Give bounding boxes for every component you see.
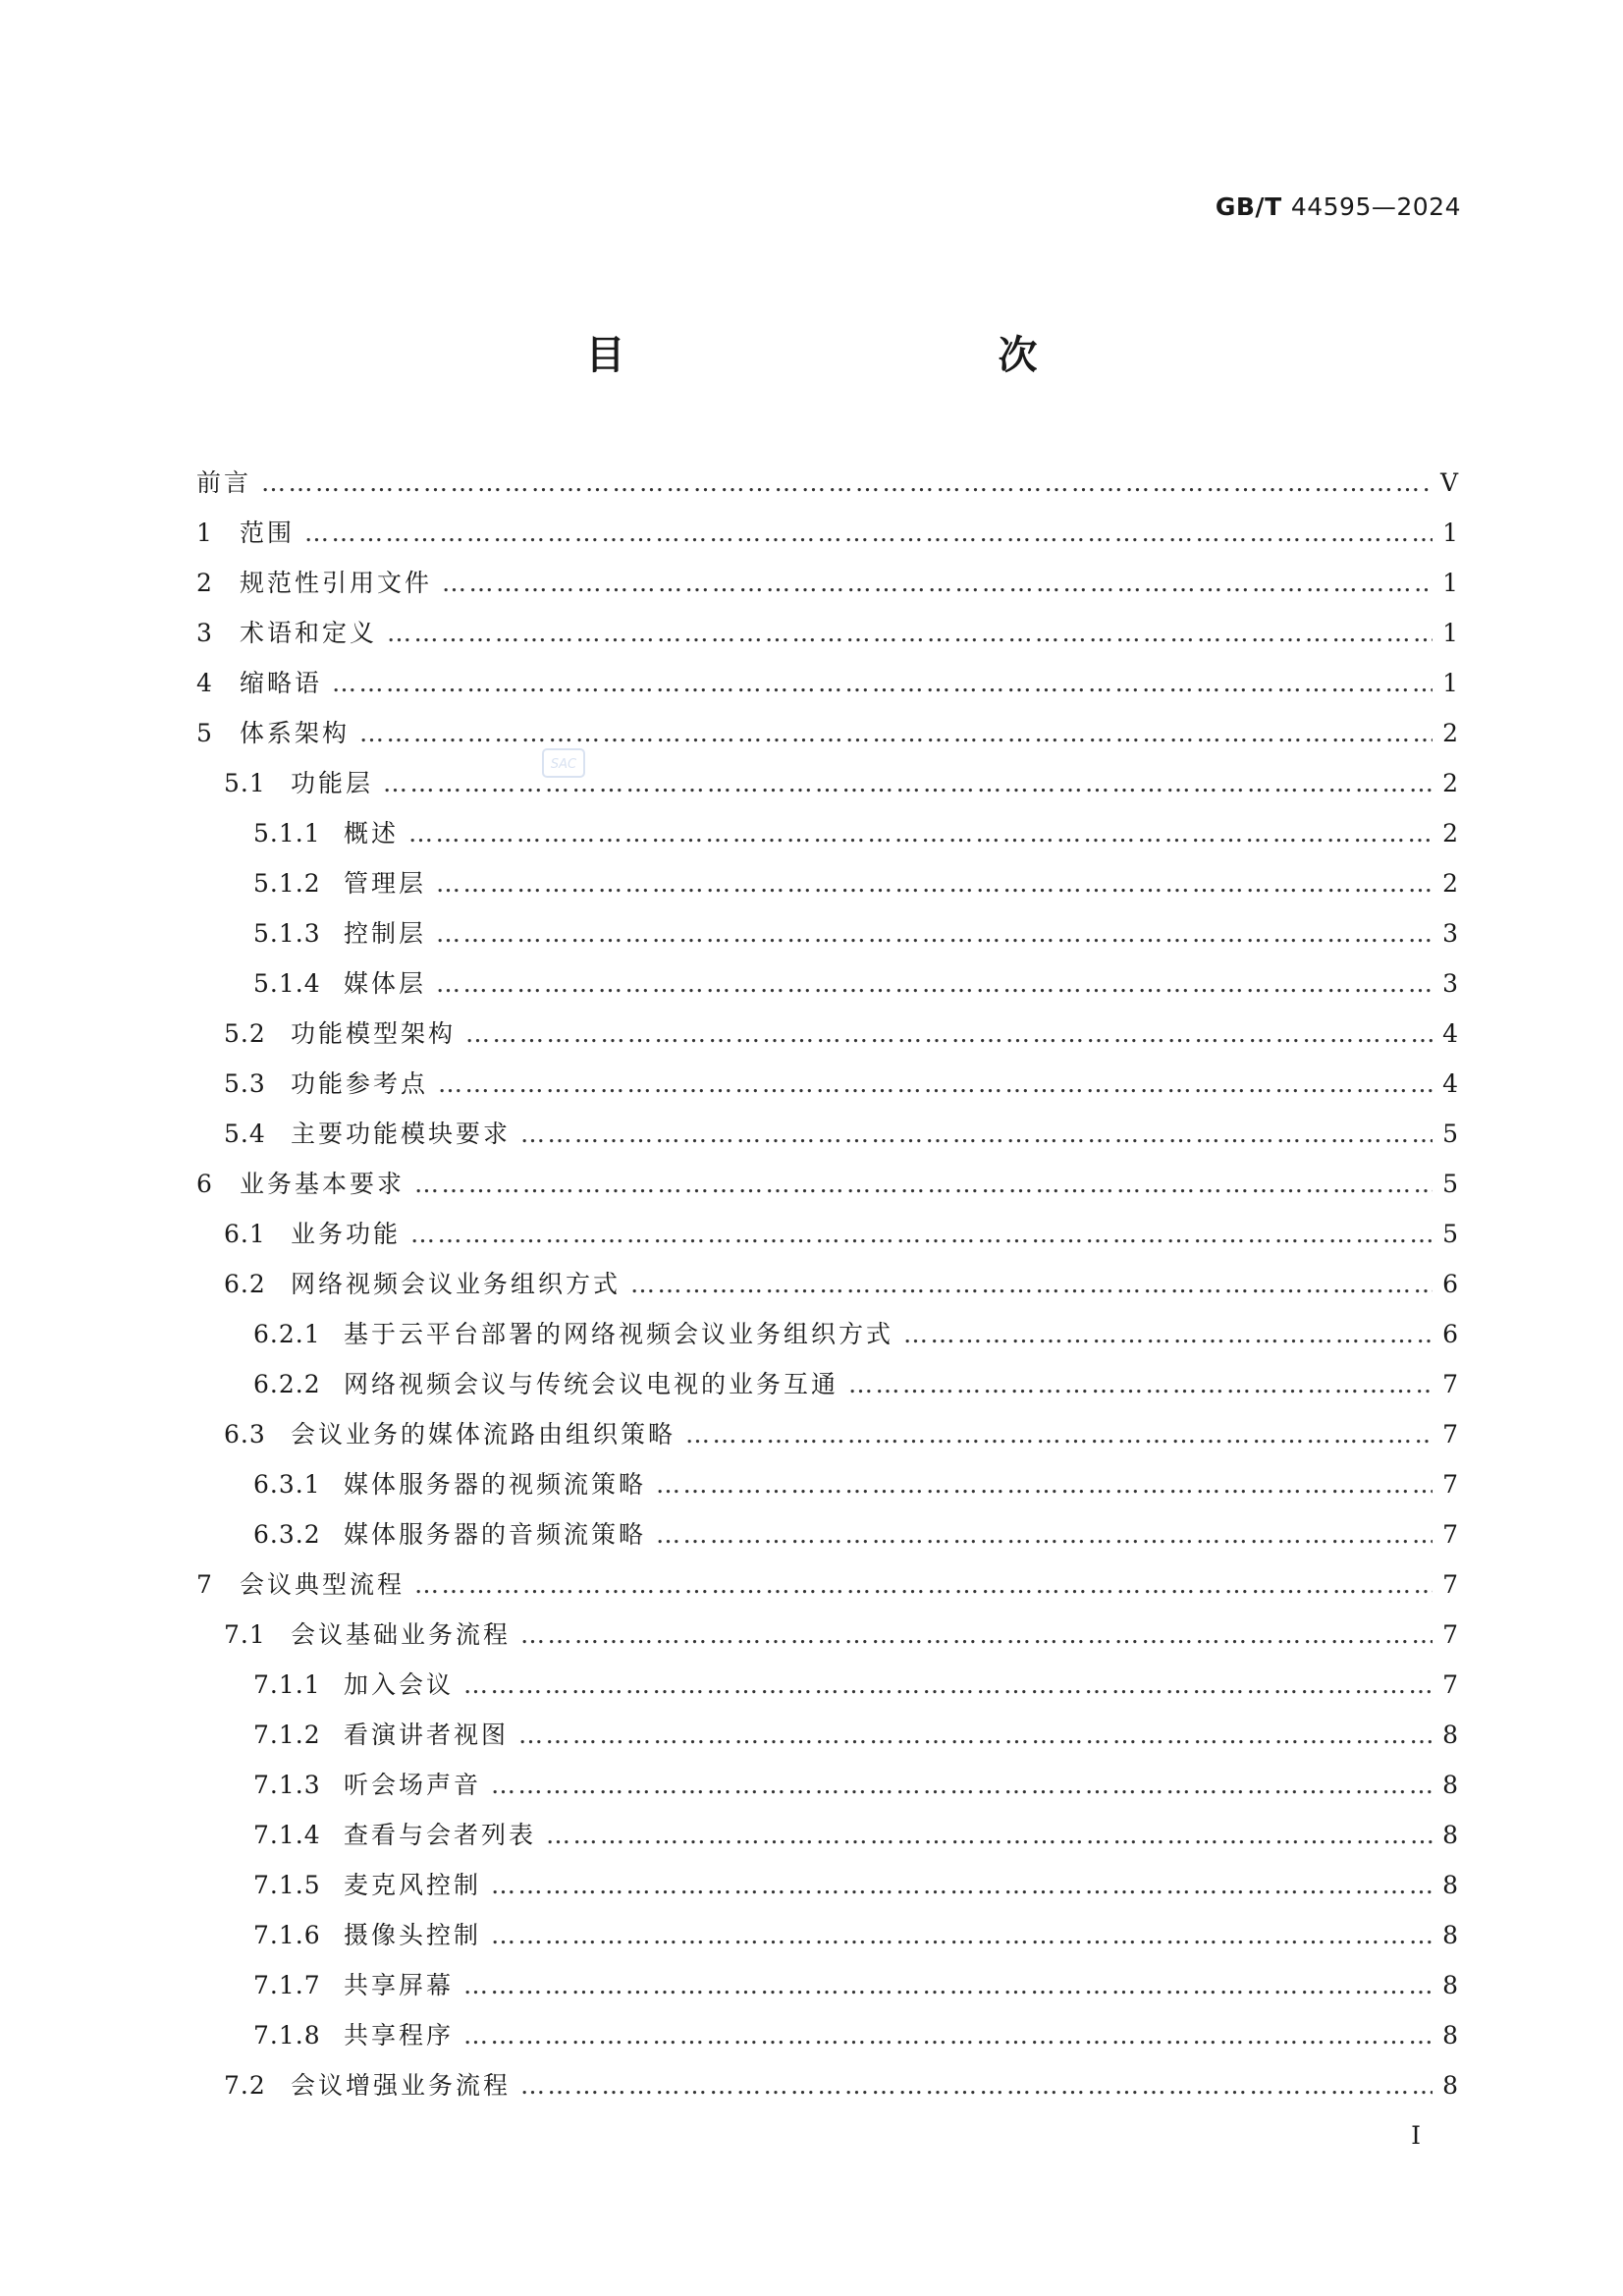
toc-entry-number: 5.4 bbox=[224, 1120, 266, 1148]
toc-entry[interactable] bbox=[196, 464, 1458, 514]
toc-entry[interactable] bbox=[196, 1816, 1458, 1866]
watermark-text: SAC bbox=[550, 757, 577, 772]
toc-entry-page: 3 bbox=[1442, 969, 1458, 998]
toc-entry-page: 7 bbox=[1442, 1520, 1458, 1549]
toc-entry-title: 共享程序 bbox=[344, 2021, 455, 2050]
toc-entry-number: 7.2 bbox=[224, 2071, 266, 2100]
toc-entry-number: 7.1.8 bbox=[253, 2021, 321, 2050]
toc-entry-title: 麦克风控制 bbox=[344, 1871, 482, 1899]
toc-entry-page: 7 bbox=[1442, 1420, 1458, 1449]
toc-leader-dots bbox=[436, 919, 1433, 948]
toc-leader-dots bbox=[442, 569, 1433, 597]
toc-entry-page: 2 bbox=[1442, 719, 1458, 747]
toc-entry[interactable] bbox=[196, 1916, 1458, 1966]
toc-entry[interactable] bbox=[196, 2066, 1458, 2116]
toc-leader-dots bbox=[491, 1771, 1433, 1799]
toc-entry-title: 查看与会者列表 bbox=[344, 1821, 537, 1849]
toc-entry-number: 7.1.5 bbox=[253, 1871, 321, 1899]
toc-entry-page: 8 bbox=[1442, 2021, 1458, 2050]
toc-leader-dots bbox=[387, 619, 1433, 647]
toc-entry[interactable] bbox=[196, 514, 1458, 564]
toc-entry-page: 4 bbox=[1442, 1069, 1458, 1098]
toc-entry[interactable] bbox=[196, 1465, 1458, 1515]
toc-entry-page: 2 bbox=[1442, 769, 1458, 797]
toc-entry-page: 3 bbox=[1442, 919, 1458, 948]
toc-entry-page: 8 bbox=[1442, 1771, 1458, 1799]
toc-entry[interactable] bbox=[196, 664, 1458, 714]
toc-entry-title: 控制层 bbox=[344, 919, 427, 948]
toc-leader-dots bbox=[436, 869, 1433, 898]
toc-entry-page: 1 bbox=[1442, 569, 1458, 597]
toc-entry-page: 2 bbox=[1442, 819, 1458, 847]
toc-entry-number: 5.2 bbox=[224, 1019, 266, 1048]
toc-leader-dots bbox=[436, 969, 1433, 998]
toc-leader-dots bbox=[465, 1019, 1433, 1048]
toc-entry[interactable] bbox=[196, 2016, 1458, 2066]
toc-entry-title: 主要功能模块要求 bbox=[291, 1120, 512, 1148]
toc-leader-dots bbox=[848, 1370, 1433, 1398]
page-number: Ⅰ bbox=[1411, 2121, 1421, 2150]
toc-leader-dots bbox=[332, 669, 1433, 697]
toc-entry-title: 会议业务的媒体流路由组织策略 bbox=[291, 1420, 676, 1449]
toc-leader-dots bbox=[383, 769, 1433, 797]
toc-entry-page: 8 bbox=[1442, 1821, 1458, 1849]
toc-entry[interactable] bbox=[196, 1615, 1458, 1666]
toc-leader-dots bbox=[438, 1069, 1433, 1098]
toc-entry-title: 业务功能 bbox=[291, 1220, 402, 1248]
toc-entry-number: 7.1.3 bbox=[253, 1771, 321, 1799]
toc-entry[interactable] bbox=[196, 864, 1458, 914]
toc-leader-dots bbox=[414, 1170, 1433, 1198]
toc-entry-title: 概述 bbox=[344, 819, 400, 847]
toc-leader-dots bbox=[520, 1620, 1433, 1649]
standard-prefix: GB/T bbox=[1215, 192, 1282, 221]
toc-entry-page: Ⅴ bbox=[1439, 468, 1458, 497]
toc-entry[interactable] bbox=[196, 1014, 1458, 1065]
toc-entry-page: 6 bbox=[1442, 1320, 1458, 1348]
toc-entry[interactable] bbox=[196, 1966, 1458, 2016]
toc-entry-number: 6.3.1 bbox=[253, 1470, 321, 1499]
toc-entry-page: 8 bbox=[1442, 1871, 1458, 1899]
toc-leader-dots bbox=[414, 1570, 1433, 1599]
toc-entry-title: 加入会议 bbox=[344, 1670, 455, 1699]
toc-entry-page: 8 bbox=[1442, 2071, 1458, 2100]
toc-entry-page: 7 bbox=[1442, 1620, 1458, 1649]
toc-leader-dots bbox=[630, 1270, 1433, 1298]
toc-entry[interactable] bbox=[196, 964, 1458, 1014]
toc-entry-title: 媒体层 bbox=[344, 969, 427, 998]
toc-entry[interactable] bbox=[196, 1666, 1458, 1716]
toc-leader-dots bbox=[463, 1670, 1433, 1699]
toc-entry-title: 看演讲者视图 bbox=[344, 1721, 510, 1749]
toc-entry-number: 7 bbox=[196, 1570, 213, 1599]
toc-entry-title: 功能参考点 bbox=[291, 1069, 429, 1098]
toc-entry-page: 5 bbox=[1442, 1120, 1458, 1148]
toc-entry-page: 7 bbox=[1442, 1470, 1458, 1499]
toc-leader-dots bbox=[656, 1520, 1433, 1549]
toc-entry-title: 会议增强业务流程 bbox=[291, 2071, 512, 2100]
toc-entry-title: 业务基本要求 bbox=[240, 1170, 406, 1198]
toc-leader-dots bbox=[304, 519, 1433, 547]
toc-entry[interactable] bbox=[196, 914, 1458, 964]
toc-entry[interactable] bbox=[196, 1215, 1458, 1265]
toc-entry-title: 共享屏幕 bbox=[344, 1971, 455, 1999]
table-of-contents bbox=[196, 464, 1458, 2116]
standard-code bbox=[1216, 192, 1461, 221]
toc-entry-page: 6 bbox=[1442, 1270, 1458, 1298]
toc-entry-number: 5.1.4 bbox=[253, 969, 321, 998]
standard-number: 44595—2024 bbox=[1290, 192, 1461, 221]
toc-entry-number: 7.1.2 bbox=[253, 1721, 321, 1749]
toc-entry[interactable] bbox=[196, 814, 1458, 864]
toc-entry-number: 7.1.6 bbox=[253, 1921, 321, 1949]
toc-entry-page: 8 bbox=[1442, 1921, 1458, 1949]
toc-title: 目 次 bbox=[585, 333, 1136, 378]
toc-entry-title: 术语和定义 bbox=[240, 619, 378, 647]
toc-entry-number: 2 bbox=[196, 569, 213, 597]
toc-leader-dots bbox=[903, 1320, 1433, 1348]
toc-entry-page: 4 bbox=[1442, 1019, 1458, 1048]
toc-entry[interactable] bbox=[196, 1065, 1458, 1115]
toc-entry-number: 6 bbox=[196, 1170, 213, 1198]
toc-entry-page: 7 bbox=[1442, 1370, 1458, 1398]
toc-entry-title: 网络视频会议业务组织方式 bbox=[291, 1270, 622, 1298]
toc-entry-number: 5.1.1 bbox=[253, 819, 321, 847]
toc-entry-number: 7.1 bbox=[224, 1620, 266, 1649]
toc-entry[interactable] bbox=[196, 564, 1458, 614]
toc-leader-dots bbox=[408, 819, 1433, 847]
toc-entry-title: 功能层 bbox=[291, 769, 374, 797]
toc-entry[interactable] bbox=[196, 1365, 1458, 1415]
toc-entry-title: 管理层 bbox=[344, 869, 427, 898]
toc-entry-page: 8 bbox=[1442, 1721, 1458, 1749]
toc-leader-dots bbox=[520, 1120, 1433, 1148]
toc-leader-dots bbox=[359, 719, 1433, 747]
toc-entry-page: 8 bbox=[1442, 1971, 1458, 1999]
toc-entry-page: 2 bbox=[1442, 869, 1458, 898]
toc-leader-dots bbox=[491, 1871, 1433, 1899]
toc-entry[interactable] bbox=[196, 1565, 1458, 1615]
toc-entry[interactable] bbox=[196, 1515, 1458, 1565]
toc-entry-number: 7.1.7 bbox=[253, 1971, 321, 1999]
toc-entry-title: 前言 bbox=[196, 468, 252, 497]
toc-entry-number: 5.3 bbox=[224, 1069, 266, 1098]
toc-entry-page: 5 bbox=[1442, 1170, 1458, 1198]
toc-entry[interactable] bbox=[196, 1165, 1458, 1215]
toc-entry-title: 媒体服务器的音频流策略 bbox=[344, 1520, 647, 1549]
toc-leader-dots bbox=[685, 1420, 1433, 1449]
toc-entry-title: 会议基础业务流程 bbox=[291, 1620, 512, 1649]
toc-entry[interactable] bbox=[196, 1866, 1458, 1916]
toc-leader-dots bbox=[463, 2021, 1433, 2050]
toc-entry-number: 3 bbox=[196, 619, 213, 647]
toc-entry-title: 会议典型流程 bbox=[240, 1570, 406, 1599]
toc-entry-number: 5.1.2 bbox=[253, 869, 321, 898]
toc-entry-page: 1 bbox=[1442, 669, 1458, 697]
toc-entry-page: 5 bbox=[1442, 1220, 1458, 1248]
toc-entry-number: 7.1.1 bbox=[253, 1670, 321, 1699]
toc-entry-title: 规范性引用文件 bbox=[240, 569, 433, 597]
toc-entry[interactable] bbox=[196, 1115, 1458, 1165]
toc-entry-number: 4 bbox=[196, 669, 213, 697]
toc-leader-dots bbox=[463, 1971, 1433, 1999]
toc-leader-dots bbox=[261, 468, 1431, 497]
toc-entry-title: 体系架构 bbox=[240, 719, 351, 747]
toc-entry[interactable] bbox=[196, 1415, 1458, 1465]
toc-entry-number: 6.2.2 bbox=[253, 1370, 321, 1398]
toc-entry-title: 基于云平台部署的网络视频会议业务组织方式 bbox=[344, 1320, 894, 1348]
toc-entry-number: 5.1.3 bbox=[253, 919, 321, 948]
toc-entry-title: 范围 bbox=[240, 519, 296, 547]
toc-entry-number: 6.1 bbox=[224, 1220, 266, 1248]
toc-entry-page: 1 bbox=[1442, 619, 1458, 647]
toc-entry-number: 7.1.4 bbox=[253, 1821, 321, 1849]
toc-leader-dots bbox=[410, 1220, 1433, 1248]
toc-entry[interactable] bbox=[196, 1766, 1458, 1816]
toc-entry-title: 媒体服务器的视频流策略 bbox=[344, 1470, 647, 1499]
toc-entry-title: 功能模型架构 bbox=[291, 1019, 457, 1048]
toc-leader-dots bbox=[546, 1821, 1433, 1849]
toc-entry[interactable] bbox=[196, 1716, 1458, 1766]
toc-entry[interactable] bbox=[196, 614, 1458, 664]
toc-entry[interactable] bbox=[196, 1315, 1458, 1365]
toc-leader-dots bbox=[656, 1470, 1433, 1499]
toc-entry-number: 5 bbox=[196, 719, 213, 747]
toc-entry-title: 听会场声音 bbox=[344, 1771, 482, 1799]
toc-entry-title: 缩略语 bbox=[240, 669, 323, 697]
toc-entry-page: 7 bbox=[1442, 1570, 1458, 1599]
toc-entry-number: 5.1 bbox=[224, 769, 266, 797]
toc-entry[interactable] bbox=[196, 1265, 1458, 1315]
toc-entry-number: 6.2.1 bbox=[253, 1320, 321, 1348]
toc-entry-number: 1 bbox=[196, 519, 213, 547]
toc-leader-dots bbox=[491, 1921, 1433, 1949]
toc-entry-number: 6.3.2 bbox=[253, 1520, 321, 1549]
toc-entry[interactable] bbox=[196, 714, 1458, 764]
toc-entry-title: 网络视频会议与传统会议电视的业务互通 bbox=[344, 1370, 839, 1398]
toc-entry[interactable] bbox=[196, 764, 1458, 814]
toc-entry-title: 摄像头控制 bbox=[344, 1921, 482, 1949]
toc-leader-dots bbox=[520, 2071, 1433, 2100]
toc-leader-dots bbox=[518, 1721, 1433, 1749]
toc-entry-page: 1 bbox=[1442, 519, 1458, 547]
toc-entry-page: 7 bbox=[1442, 1670, 1458, 1699]
toc-entry-number: 6.3 bbox=[224, 1420, 266, 1449]
toc-entry-number: 6.2 bbox=[224, 1270, 266, 1298]
